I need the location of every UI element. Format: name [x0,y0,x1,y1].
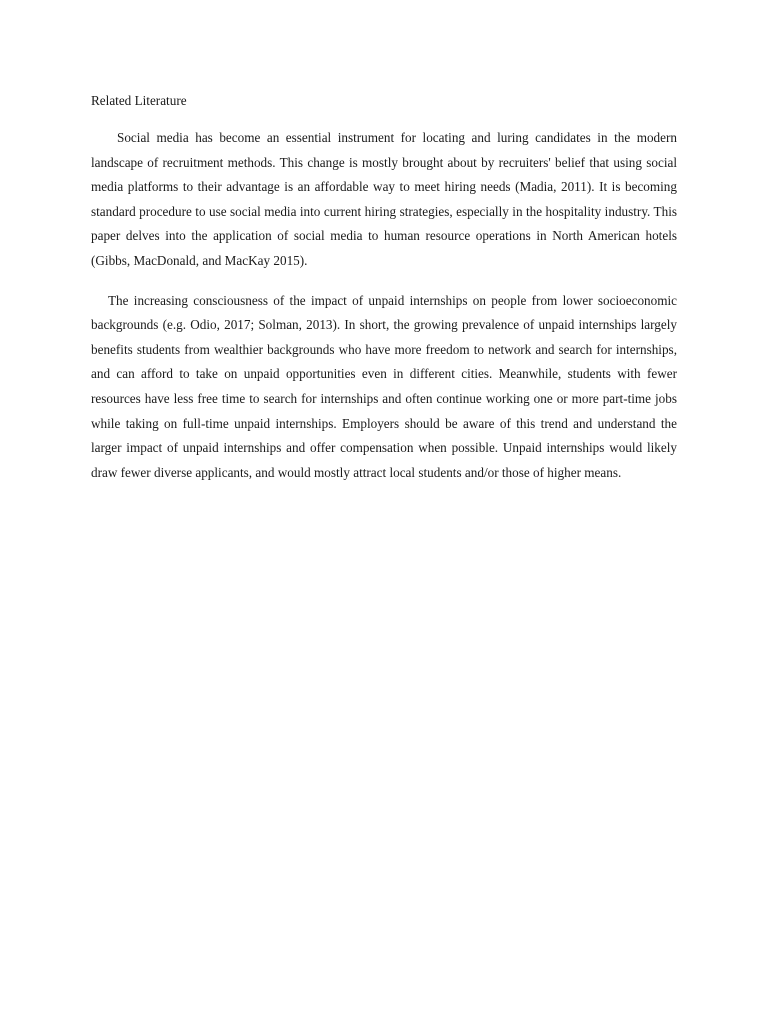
paragraph-social-media: Social media has become an essential instrument for locating and luring candidates in the modern landscape of recruitment methods. This change is mostly brought about by recruiters' belief that using social media platforms to their advantage is an affordable way to meet hiring needs (Madia, 2011). It is becoming standard procedure to use social media into current hiring strategies, especially in the hospitality industry. This paper delves into the application of social media to human resource operations in North American hotels (Gibbs, MacDonald, and MacKay 2015). [91,130,677,268]
paragraph-unpaid-internships: The increasing consciousness of the impact of unpaid internships on people from lower socioeconomic backgrounds (e.g. Odio, 2017; Solman, 2013). In short, the growing prevalence of unpaid internships largely benefits students from wealthier backgrounds who have more freedom to network and search for internships, and can afford to take on unpaid opportunities even in different cities. Meanwhile, students with fewer resources have less free time to search for internships and often continue working one or more part-time jobs while taking on full-time unpaid internships. Employers should be aware of this trend and understand the larger impact of unpaid internships and offer compensation when possible. Unpaid internships would likely draw fewer diverse applicants, and would mostly attract local students and/or those of higher means. [91,292,677,480]
section-heading: Related Literature [91,93,187,108]
